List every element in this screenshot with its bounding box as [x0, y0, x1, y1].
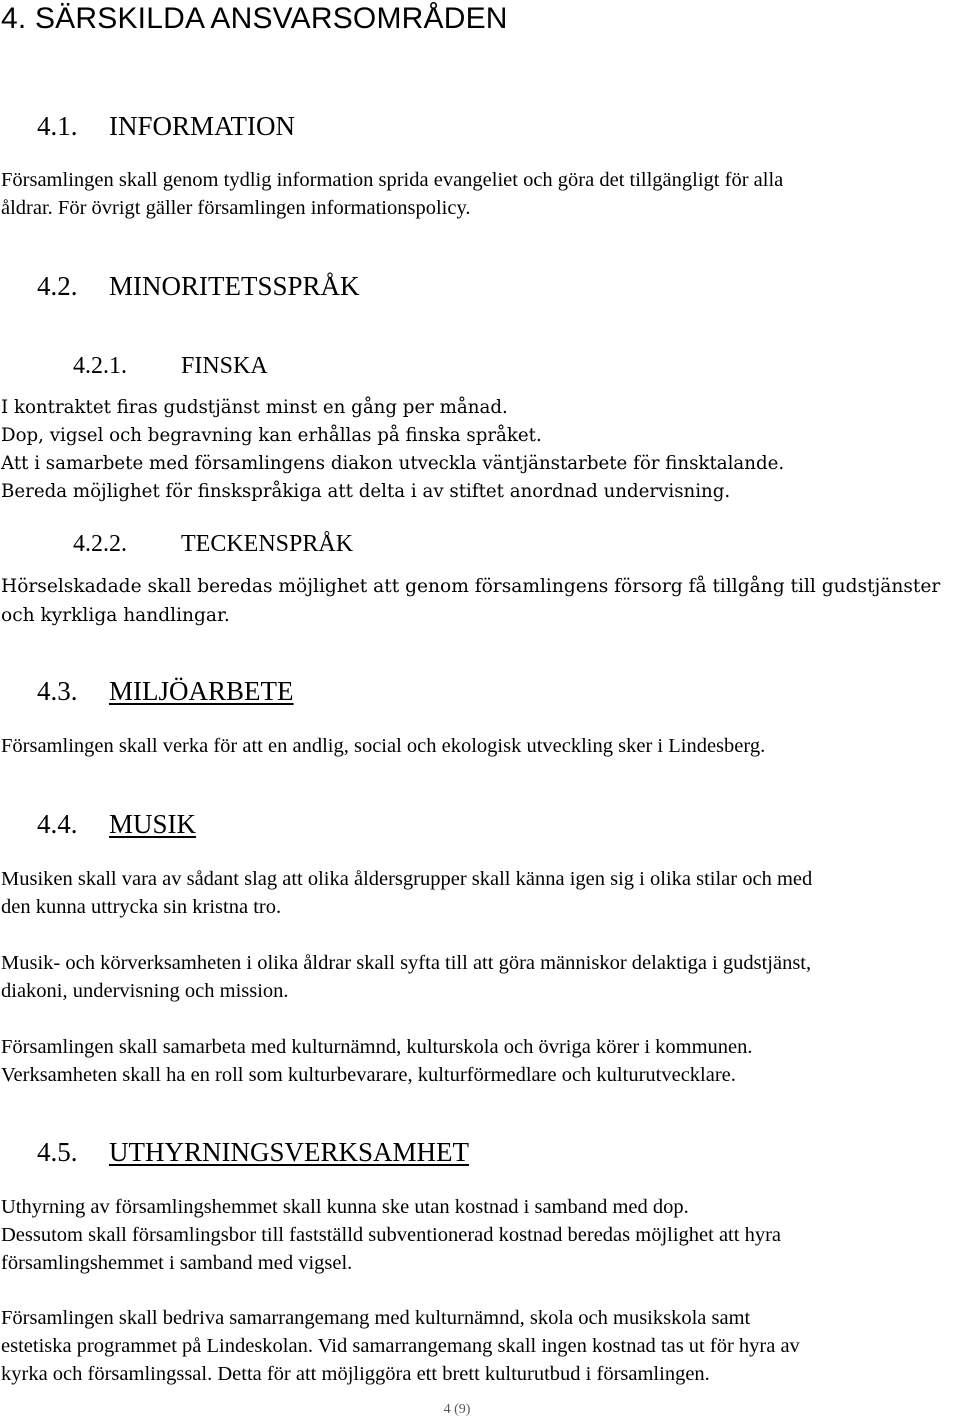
- subsection-heading-teckensprak: [73, 529, 353, 559]
- subsection-title: TECKENSPRÅK: [181, 531, 354, 557]
- text-line: Hörselskadade skall beredas möjlighet att genom församlingens försorg få tillgång till gudstjänster: [1, 576, 941, 597]
- subsection-number: 4.2.2.: [73, 531, 127, 557]
- section-heading-minoritetssprak: [37, 270, 360, 302]
- text-line: Att i samarbete med församlingens diakon utveckla väntjänstarbete för finsktalande.: [1, 453, 785, 474]
- text-line: och kyrkliga handlingar.: [1, 605, 230, 626]
- subsection-title: FINSKA: [181, 353, 268, 379]
- page-number: 4 (9): [443, 1402, 471, 1417]
- text-line: Verksamheten skall ha en roll som kulturbevarare, kulturförmedlare och kulturutvecklare.: [1, 1064, 736, 1086]
- paragraph-information: [1, 166, 783, 222]
- section-number: 4.5.: [37, 1137, 78, 1167]
- text-line: Dessutom skall församlingsbor till fastställd subventionerad kostnad beredas möjlighet att hyra: [1, 1224, 781, 1246]
- section-number: 4.2.: [37, 271, 78, 301]
- text-line: Dop, vigsel och begravning kan erhållas på finska språket.: [1, 425, 542, 446]
- paragraph-finska: [1, 394, 784, 506]
- main-heading: 4. SÄRSKILDA ANSVARSOMRÅDEN: [1, 2, 508, 35]
- text-line: Bereda möjlighet för finskspråkiga att delta i av stiftet anordnad undervisning.: [1, 481, 731, 502]
- text-line: Uthyrning av församlingshemmet skall kunna ske utan kostnad i samband med dop.: [1, 1196, 689, 1218]
- subsection-heading-finska: [73, 351, 268, 381]
- section-title: INFORMATION: [109, 111, 296, 141]
- text-line: Församlingen skall samarbeta med kulturnämnd, kulturskola och övriga körer i kommunen.: [1, 1036, 753, 1058]
- text-line: den kunna uttrycka sin kristna tro.: [1, 896, 282, 918]
- text-line: åldrar. För övrigt gäller församlingen informationspolicy.: [1, 197, 471, 219]
- section-heading-uthyrning: [37, 1136, 469, 1168]
- paragraph-uthyrning-1: [1, 1193, 781, 1277]
- subsection-number: 4.2.1.: [73, 353, 127, 379]
- paragraph-uthyrning-2: [1, 1304, 800, 1388]
- section-title: MUSIK: [109, 809, 197, 839]
- section-number: 4.4.: [37, 809, 78, 839]
- text-line: estetiska programmet på Lindeskolan. Vid samarrangemang skall ingen kostnad tas ut för hyra av: [1, 1335, 800, 1357]
- paragraph-musik-2: [1, 949, 811, 1005]
- text-line: Musik- och körverksamheten i olika åldrar skall syfta till att göra människor delaktiga i gudstjänst,: [1, 952, 812, 974]
- text-line: diakoni, undervisning och mission.: [1, 980, 289, 1002]
- text-line: församlingshemmet i samband med vigsel.: [1, 1252, 353, 1274]
- section-number: 4.3.: [37, 676, 78, 706]
- paragraph-musik-1: [1, 865, 812, 921]
- paragraph-teckensprak: [1, 572, 940, 630]
- paragraph-miljoarbete: [1, 732, 765, 760]
- section-heading-information: [37, 110, 295, 142]
- paragraph-musik-3: [1, 1033, 753, 1089]
- text-line: Församlingen skall genom tydlig information sprida evangeliet och göra det tillgängligt för alla: [1, 169, 784, 191]
- section-title: UTHYRNINGSVERKSAMHET: [109, 1137, 470, 1167]
- text-line: Församlingen skall bedriva samarrangemang med kulturnämnd, skola och musikskola samt: [1, 1307, 751, 1329]
- text-line: I kontraktet firas gudstjänst minst en gång per månad.: [1, 397, 508, 418]
- section-number: 4.1.: [37, 111, 78, 141]
- section-heading-miljoarbete: [37, 675, 294, 707]
- section-heading-musik: [37, 808, 196, 840]
- text-line: Musiken skall vara av sådant slag att olika åldersgrupper skall känna igen sig i olika stilar och med: [1, 868, 813, 890]
- text-line: Församlingen skall verka för att en andlig, social och ekologisk utveckling sker i Lindesberg.: [1, 735, 766, 757]
- section-title: MINORITETSSPRÅK: [109, 271, 360, 301]
- text-line: kyrka och församlingssal. Detta för att möjliggöra ett brett kulturutbud i församlingen.: [1, 1363, 710, 1385]
- section-title: MILJÖARBETE: [109, 676, 294, 706]
